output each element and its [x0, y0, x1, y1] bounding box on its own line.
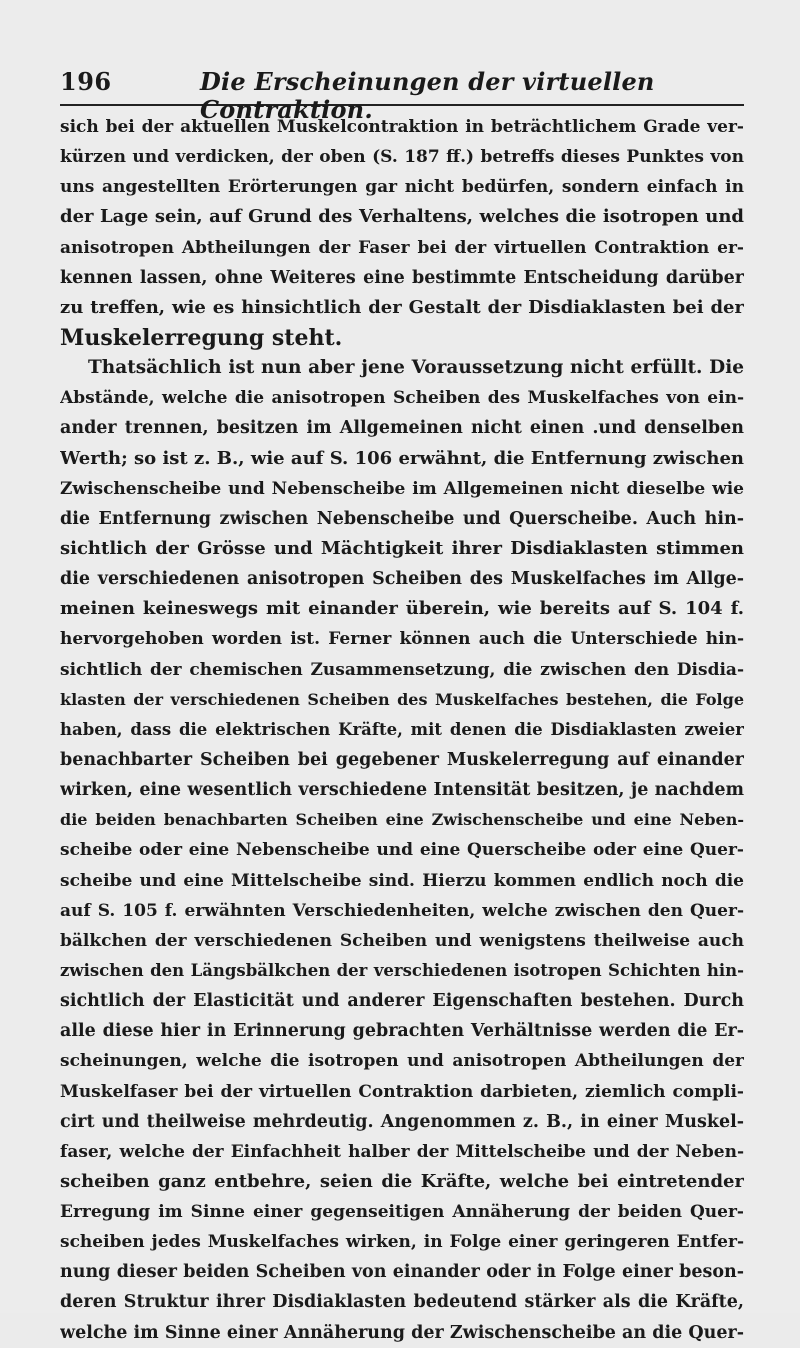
- text-line: Zwischenscheibe und Nebenscheibe im Allgemeinen nicht dieselbe wie: [60, 478, 744, 499]
- text-line: die verschiedenen anisotropen Scheiben des Muskelfaches im Allge-: [60, 569, 744, 590]
- text-line: Abstände, welche die anisotropen Scheiben des Muskelfaches von ein-: [60, 388, 744, 409]
- text-line: meinen keineswegs mit einander überein, wie bereits auf S. 104 f.: [60, 598, 744, 620]
- page-number: 196: [60, 67, 112, 96]
- page-header: [60, 64, 744, 124]
- text-line: faser, welche der Einfachheit halber der Mittelscheibe und der Neben-: [60, 1141, 744, 1162]
- text-line: klasten der verschiedenen Scheiben des Muskelfaches bestehen, die Folge: [60, 689, 744, 709]
- text-line: Muskelfaser bei der virtuellen Contraktion darbieten, ziemlich compli-: [60, 1081, 744, 1102]
- text-line: hervorgehoben worden ist. Ferner können auch die Unterschiede hin-: [60, 629, 744, 650]
- text-line: wirken, eine wesentlich verschiedene Intensität besitzen, je nachdem: [60, 780, 744, 801]
- text-line: Werth; so ist z. B., wie auf S. 106 erwähnt, die Entfernung zwischen: [60, 447, 744, 469]
- running-title: Die Erscheinungen der virtuellen Contraktion.: [200, 67, 655, 124]
- text-line: nung dieser beiden Scheiben von einander oder in Folge einer beson-: [60, 1262, 744, 1283]
- text-line: alle diese hier in Erinnerung gebrachten Verhältnisse werden die Er-: [60, 1021, 744, 1042]
- text-line: uns angestellten Erörterungen gar nicht bedürfen, sondern einfach in: [60, 177, 744, 198]
- text-line: scheibe oder eine Nebenscheibe und eine Querscheibe oder eine Quer-: [60, 840, 744, 861]
- text-line: sich bei der aktuellen Muskelcontraktion in beträchtlichem Grade ver-: [60, 117, 744, 137]
- text-line: scheibe und eine Mittelscheibe sind. Hierzu kommen endlich noch die: [60, 870, 744, 891]
- text-line: haben, dass die elektrischen Kräfte, mit denen die Disdiaklasten zweier: [60, 719, 744, 739]
- text-line: die beiden benachbarten Scheiben eine Zwischenscheibe und eine Neben-: [60, 810, 744, 830]
- text-line: sichtlich der Grösse und Mächtigkeit ihrer Disdiaklasten stimmen: [60, 537, 744, 559]
- text-line: auf S. 105 f. erwähnten Verschiedenheiten, welche zwischen den Quer-: [60, 900, 744, 921]
- text-line: Thatsächlich ist nun aber jene Voraussetzung nicht erfüllt. Die: [88, 357, 744, 379]
- text-line: zwischen den Längsbälkchen der verschiedenen isotropen Schichten hin-: [60, 960, 744, 980]
- body-text: [60, 112, 744, 1348]
- text-line: bälkchen der verschiedenen Scheiben und wenigstens theilweise auch: [60, 930, 744, 951]
- text-line: deren Struktur ihrer Disdiaklasten bedeutend stärker als die Kräfte,: [60, 1292, 744, 1313]
- text-line: kennen lassen, ohne Weiteres eine bestimmte Entscheidung darüber: [60, 267, 744, 288]
- text-line: scheiben jedes Muskelfaches wirken, in Folge einer geringeren Entfer-: [60, 1232, 744, 1253]
- text-line: welche im Sinne einer Annäherung der Zwischenscheibe an die Quer-: [60, 1322, 744, 1343]
- text-line: anisotropen Abtheilungen der Faser bei der virtuellen Contraktion er-: [60, 237, 744, 258]
- text-line: scheinungen, welche die isotropen und anisotropen Abtheilungen der: [60, 1051, 744, 1072]
- text-line: die Entfernung zwischen Nebenscheibe und Querscheibe. Auch hin-: [60, 508, 744, 529]
- text-line: Erregung im Sinne einer gegenseitigen Annäherung der beiden Quer-: [60, 1202, 744, 1223]
- text-line: benachbarter Scheiben bei gegebener Muskelerregung auf einander: [60, 749, 744, 770]
- text-line: cirt und theilweise mehrdeutig. Angenommen z. B., in einer Muskel-: [60, 1111, 744, 1132]
- text-line: ander trennen, besitzen im Allgemeinen nicht einen .und denselben: [60, 418, 744, 439]
- text-line: zu treffen, wie es hinsichtlich der Gestalt der Disdiaklasten bei der: [60, 296, 744, 318]
- text-line: scheiben ganz entbehre, seien die Kräfte, welche bei eintretender: [60, 1170, 744, 1192]
- text-line: sichtlich der chemischen Zusammensetzung, die zwischen den Disdia-: [60, 659, 744, 680]
- text-line: kürzen und verdicken, der oben (S. 187 ff.) betreffs dieses Punktes von: [60, 147, 744, 168]
- text-line: sichtlich der Elasticität und anderer Eigenschaften bestehen. Durch: [60, 991, 744, 1012]
- text-line: Muskelerregung steht.: [60, 324, 343, 351]
- text-line: der Lage sein, auf Grund des Verhaltens, welches die isotropen und: [60, 206, 744, 228]
